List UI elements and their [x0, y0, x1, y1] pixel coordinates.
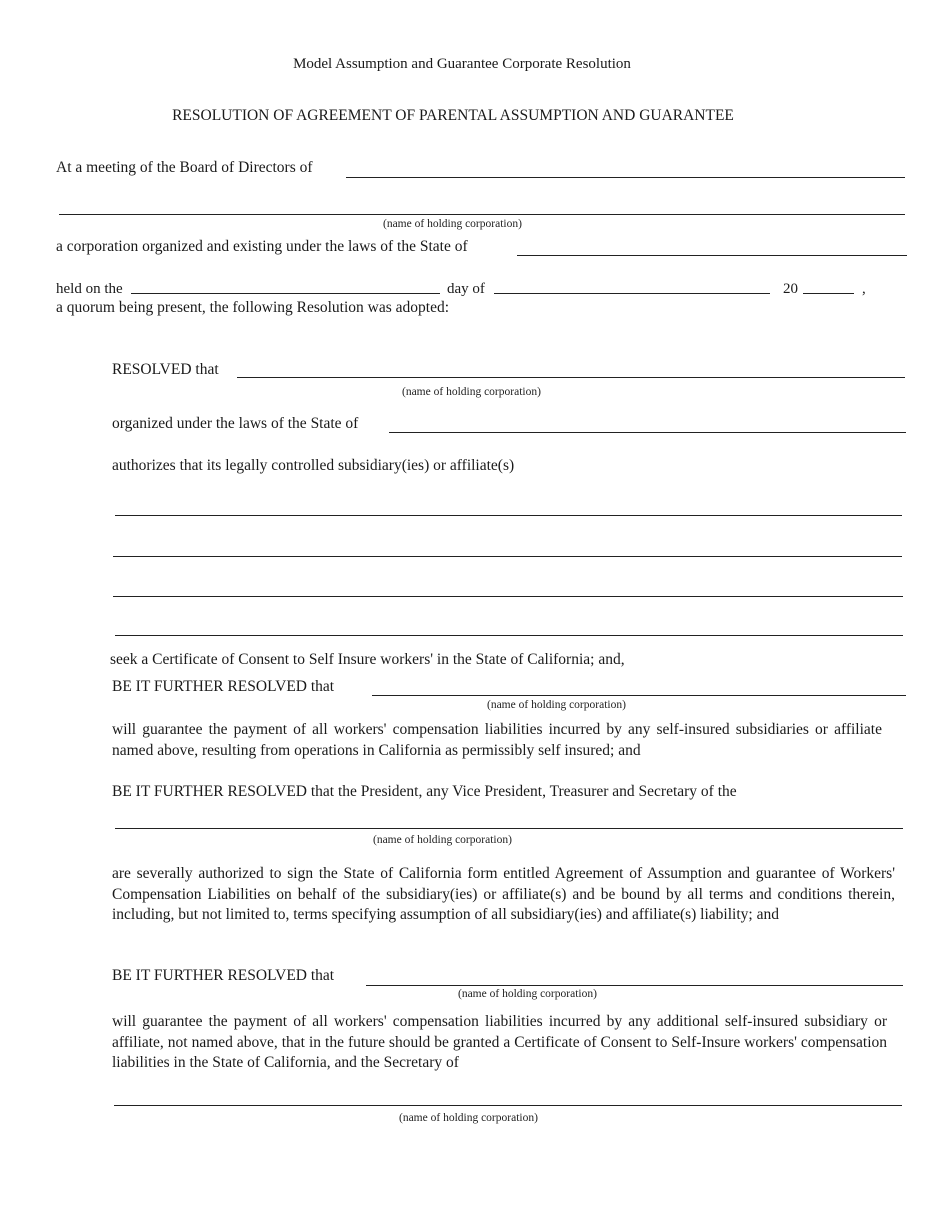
form-subtitle: Model Assumption and Guarantee Corporate Resolution — [293, 56, 631, 72]
board-name-field[interactable] — [346, 177, 905, 178]
resolved-holding-corp-field[interactable] — [237, 377, 905, 378]
resolved-label: RESOLVED that — [112, 361, 219, 378]
form-title: RESOLUTION OF AGREEMENT OF PARENTAL ASSUMPTION AND GUARANTEE — [172, 107, 734, 124]
year-field[interactable] — [803, 293, 854, 294]
corporation-state-field[interactable] — [517, 255, 907, 256]
meeting-label: At a meeting of the Board of Directors of — [56, 159, 313, 176]
held-on-day-field[interactable] — [131, 293, 440, 294]
quorum-text: a quorum being present, the following Resolution was adopted: — [56, 299, 450, 316]
month-field[interactable] — [494, 293, 770, 294]
further-resolved-label-3: BE IT FURTHER RESOLVED that — [112, 967, 335, 984]
corporation-state-label: a corporation organized and existing under the laws of the State of — [56, 238, 468, 255]
further-resolved-label-1: BE IT FURTHER RESOLVED that — [112, 678, 335, 695]
holding-corp-name-field[interactable] — [59, 214, 905, 215]
year-comma: , — [862, 281, 866, 297]
year-prefix: 20 — [783, 281, 798, 297]
organized-state-field[interactable] — [389, 432, 906, 433]
subsidiary-field-2[interactable] — [113, 556, 902, 557]
officers-caption: (name of holding corporation) — [373, 834, 512, 846]
authorizes-text: authorizes that its legally controlled subsidiary(ies) or affiliate(s) — [112, 457, 515, 474]
day-of-label: day of — [447, 281, 485, 297]
authorized-paragraph: are severally authorized to sign the State of California form entitled Agreement of Assumption and guarantee of Workers' Compensation Liabilities on behalf of the subsidiary(ies) or affiliate(s) and be bound by all terms and conditions therein, including, but not limited to, terms specifying assumption of all subsidiary(ies) and affiliate(s) liability; and — [112, 865, 895, 923]
officers-holding-corp-field[interactable] — [115, 828, 903, 829]
further-resolved-field-3[interactable] — [366, 985, 903, 986]
seek-certificate-text: seek a Certificate of Consent to Self Insure workers' in the State of California; and, — [110, 651, 625, 668]
guarantee-paragraph-2: will guarantee the payment of all workers' compensation liabilities incurred by any additional self-insured subsidiary or affiliate, not named above, that in the future should be granted a Certificate of Consent to Self-Insure workers' compensation liabilities in the State of California, and the Secretary of — [112, 1013, 887, 1071]
secretary-holding-corp-field[interactable] — [114, 1105, 902, 1106]
further-resolved-officers-text: BE IT FURTHER RESOLVED that the President, any Vice President, Treasurer and Secretary of the — [112, 783, 737, 800]
guarantee-paragraph-1: will guarantee the payment of all workers' compensation liabilities incurred by any self-insured subsidiaries or affiliate named above, resulting from operations in California as permissibly self insured; and — [112, 721, 882, 759]
further-resolved-field-1[interactable] — [372, 695, 906, 696]
resolved-caption: (name of holding corporation) — [402, 386, 541, 398]
holding-corp-caption: (name of holding corporation) — [383, 218, 522, 230]
held-on-label: held on the — [56, 281, 123, 297]
subsidiary-field-4[interactable] — [115, 635, 903, 636]
secretary-caption: (name of holding corporation) — [399, 1112, 538, 1124]
subsidiary-field-1[interactable] — [115, 515, 902, 516]
organized-state-label: organized under the laws of the State of — [112, 415, 359, 432]
further-resolved-caption-3: (name of holding corporation) — [458, 988, 597, 1000]
subsidiary-field-3[interactable] — [113, 596, 903, 597]
further-resolved-caption-1: (name of holding corporation) — [487, 699, 626, 711]
